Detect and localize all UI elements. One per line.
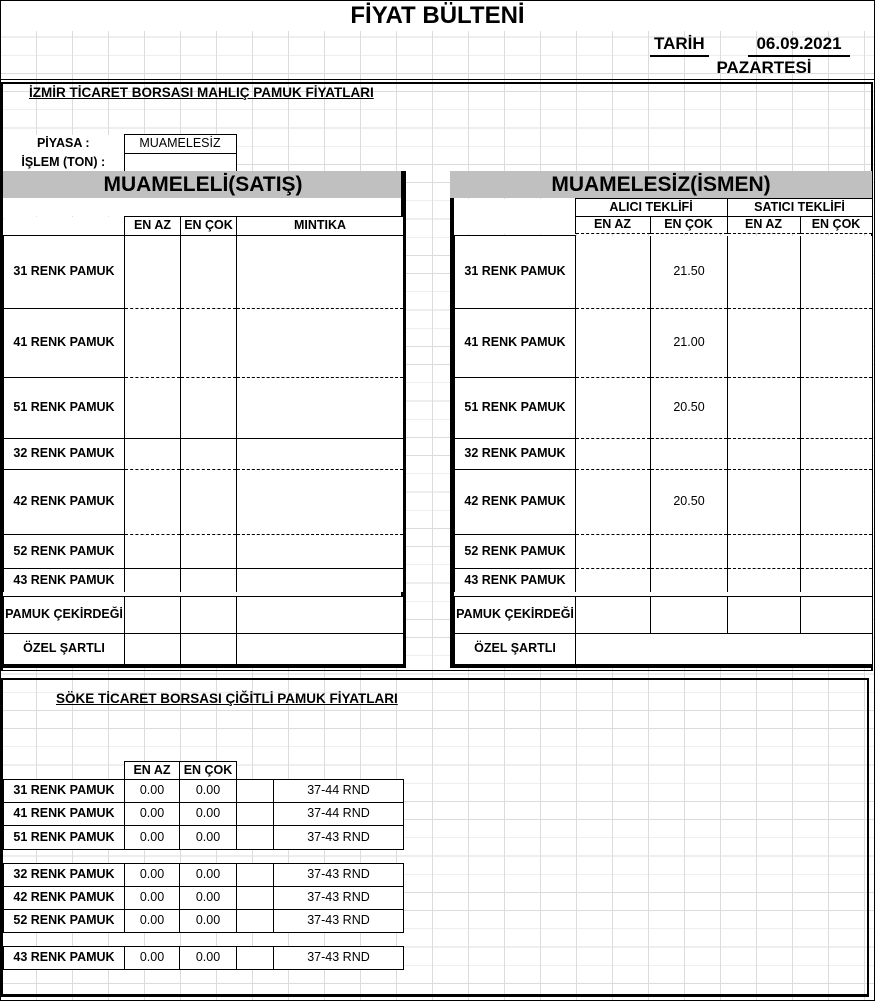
cell-satici-en-az — [728, 309, 801, 378]
table-row — [4, 887, 404, 910]
cell-mintika — [237, 236, 404, 309]
cell-en-cok: 0.00 — [180, 947, 237, 970]
col-header-alici-en-cok: EN ÇOK — [650, 217, 727, 234]
table-row — [4, 780, 404, 803]
cell-en-cok: 0.00 — [180, 864, 237, 887]
table-row — [455, 378, 873, 439]
table-row — [4, 535, 404, 569]
cell-satici-en-cok — [801, 439, 873, 470]
cell-satici-en-az — [728, 535, 801, 569]
col-header-mintika: MINTIKA — [237, 217, 404, 236]
row-label: 41 RENK PAMUK — [4, 309, 125, 378]
cell-en-az — [125, 236, 181, 309]
table-row — [4, 470, 404, 535]
day-value: PAZARTESİ — [716, 58, 812, 77]
row-label: 42 RENK PAMUK — [4, 887, 125, 910]
cell-satici-en-az — [728, 470, 801, 535]
cell-alici-en-az — [576, 597, 651, 634]
soke-header-table — [124, 761, 237, 780]
table-row — [455, 597, 873, 634]
soke-group3-table — [3, 946, 404, 970]
table-row — [4, 910, 404, 933]
row-label: ÖZEL ŞARTLI — [4, 634, 125, 665]
cell-en-cok — [181, 597, 237, 634]
cell-en-az: 0.00 — [125, 910, 180, 933]
cell-en-az: 0.00 — [125, 947, 180, 970]
table-row — [455, 535, 873, 569]
cell-en-cok — [181, 378, 237, 439]
table-row — [454, 217, 872, 234]
row-label: 42 RENK PAMUK — [4, 470, 125, 535]
col-header-satici-en-cok: EN ÇOK — [800, 217, 872, 234]
date-label: TARİH — [650, 34, 709, 57]
cell-alici-en-az — [576, 309, 651, 378]
cell-alici-en-az — [576, 236, 651, 309]
table-row — [455, 569, 873, 593]
row-label: 32 RENK PAMUK — [4, 439, 125, 470]
cell-alici-en-cok: 20.50 — [651, 470, 728, 535]
cell-satici-en-az — [728, 236, 801, 309]
muamelesiz-extra-table — [454, 596, 873, 665]
left-table-spacer — [3, 198, 401, 216]
table-row — [4, 597, 404, 634]
row-label: 42 RENK PAMUK — [455, 470, 576, 535]
cell-alici-en-cok — [651, 597, 728, 634]
satici-teklifi-header: SATICI TEKLİFİ — [727, 199, 872, 217]
cell-alici-en-cok: 21.50 — [651, 236, 728, 309]
cell-en-cok: 0.00 — [180, 910, 237, 933]
row-label: PAMUK ÇEKİRDEĞİ — [455, 597, 576, 634]
muamelesiz-table — [454, 235, 873, 593]
cell-rnd: 37-44 RND — [274, 803, 404, 826]
table-row — [455, 634, 873, 665]
cell-alici-en-cok: 21.00 — [651, 309, 728, 378]
cell-gap — [237, 826, 274, 850]
table-row — [455, 470, 873, 535]
row-label: 51 RENK PAMUK — [4, 826, 125, 850]
cell-mintika — [237, 634, 404, 665]
table-row — [454, 199, 872, 217]
row-label: 51 RENK PAMUK — [4, 378, 125, 439]
cell-gap — [237, 803, 274, 826]
table-row — [4, 236, 404, 309]
cell-alici-en-cok — [651, 569, 728, 593]
cell-satici-en-cok — [801, 569, 873, 593]
cell-rnd: 37-43 RND — [274, 910, 404, 933]
cell-ozel-sartli-merged — [576, 634, 873, 665]
cell-satici-en-cok — [801, 309, 873, 378]
cell-alici-en-cok — [651, 439, 728, 470]
soke-group2-table — [3, 863, 404, 933]
col-header-en-az: EN AZ — [125, 762, 180, 780]
cell-en-az — [125, 309, 181, 378]
table-row — [3, 135, 236, 154]
page-title: FİYAT BÜLTENİ — [1, 1, 874, 31]
cell-alici-en-az — [576, 470, 651, 535]
col-header-en-cok: EN ÇOK — [180, 762, 237, 780]
row-label: 52 RENK PAMUK — [4, 910, 125, 933]
cell-satici-en-cok — [801, 378, 873, 439]
cell-en-cok: 0.00 — [180, 803, 237, 826]
cell-en-az: 0.00 — [125, 864, 180, 887]
row-label: ÖZEL ŞARTLI — [455, 634, 576, 665]
row-label: 31 RENK PAMUK — [455, 236, 576, 309]
izmir-section-title: İZMİR TİCARET BORSASI MAHLIÇ PAMUK FİYATLARI — [29, 85, 374, 100]
table-row — [125, 762, 237, 780]
row-label: PAMUK ÇEKİRDEĞİ — [4, 597, 125, 634]
soke-section-title: SÖKE TİCARET BORSASI ÇİĞİTLİ PAMUK FİYATLARI — [56, 691, 398, 706]
row-label: 32 RENK PAMUK — [455, 439, 576, 470]
cell-en-cok — [181, 309, 237, 378]
cell-en-cok — [181, 535, 237, 569]
cell-alici-en-az — [576, 378, 651, 439]
row-label: 51 RENK PAMUK — [455, 378, 576, 439]
cell-mintika — [237, 309, 404, 378]
cell-en-az: 0.00 — [125, 780, 180, 803]
row-label: 43 RENK PAMUK — [4, 947, 125, 970]
cell-gap — [237, 780, 274, 803]
cell-en-cok — [181, 470, 237, 535]
cell-en-az — [125, 634, 181, 665]
table-row — [455, 309, 873, 378]
cell-satici-en-cok — [801, 597, 873, 634]
table-row — [455, 236, 873, 309]
alici-teklifi-header: ALICI TEKLİFİ — [575, 199, 727, 217]
col-header-alici-en-az: EN AZ — [575, 217, 650, 234]
table-row — [455, 439, 873, 470]
table-row — [4, 803, 404, 826]
table-row — [4, 864, 404, 887]
cell-en-az — [125, 470, 181, 535]
cell-satici-en-az — [728, 597, 801, 634]
muamelesiz-header-table — [454, 198, 873, 234]
piyasa-islem-table — [3, 134, 237, 172]
cell-en-cok — [181, 569, 237, 593]
cell-mintika — [237, 470, 404, 535]
cell-en-az — [125, 439, 181, 470]
muameleli-extra-table — [3, 596, 404, 665]
cell-satici-en-cok — [801, 470, 873, 535]
right-table-title: MUAMELESİZ(İSMEN) — [450, 171, 872, 198]
cell-alici-en-cok — [651, 535, 728, 569]
row-label: 32 RENK PAMUK — [4, 864, 125, 887]
cell-satici-en-az — [728, 569, 801, 593]
cell-alici-en-az — [576, 569, 651, 593]
cell-gap — [237, 887, 274, 910]
cell-en-az — [125, 597, 181, 634]
cell-mintika — [237, 535, 404, 569]
cell-satici-en-az — [728, 439, 801, 470]
table-row — [4, 378, 404, 439]
cell-en-az — [125, 569, 181, 593]
table-row — [4, 947, 404, 970]
cell-rnd: 37-43 RND — [274, 947, 404, 970]
left-table-title: MUAMELELİ(SATIŞ) — [3, 171, 403, 198]
cell-en-az — [125, 535, 181, 569]
table-row — [4, 439, 404, 470]
islem-value — [124, 154, 236, 172]
cell-en-cok: 0.00 — [180, 826, 237, 850]
cell-mintika — [237, 378, 404, 439]
cell-mintika — [237, 569, 404, 593]
col-header-en-cok: EN ÇOK — [181, 217, 237, 236]
table-row — [4, 826, 404, 850]
cell-mintika — [237, 439, 404, 470]
cell-en-cok — [181, 634, 237, 665]
table-row — [4, 634, 404, 665]
cell-en-cok: 0.00 — [180, 780, 237, 803]
cell-en-az: 0.00 — [125, 887, 180, 910]
cell-satici-en-az — [728, 378, 801, 439]
islem-label: İŞLEM (TON) : — [3, 154, 124, 172]
date-value: 06.09.2021 — [748, 34, 850, 57]
row-label: 41 RENK PAMUK — [455, 309, 576, 378]
cell-en-cok: 0.00 — [180, 887, 237, 910]
table-row — [4, 569, 404, 593]
row-label: 43 RENK PAMUK — [4, 569, 125, 593]
table-row — [3, 154, 236, 172]
cell-satici-en-cok — [801, 236, 873, 309]
cell-en-cok — [181, 439, 237, 470]
cell-en-az: 0.00 — [125, 803, 180, 826]
muameleli-table — [3, 216, 404, 593]
soke-group1-table — [3, 779, 404, 850]
col-header-en-az: EN AZ — [125, 217, 181, 236]
cell-en-az: 0.00 — [125, 826, 180, 850]
cell-gap — [237, 947, 274, 970]
cell-rnd: 37-44 RND — [274, 780, 404, 803]
piyasa-label: PİYASA : — [3, 135, 124, 154]
cell-rnd: 37-43 RND — [274, 864, 404, 887]
cell-alici-en-cok: 20.50 — [651, 378, 728, 439]
piyasa-value: MUAMELESİZ — [124, 135, 236, 154]
table-row — [4, 217, 404, 236]
col-header-satici-en-az: EN AZ — [727, 217, 800, 234]
cell-mintika — [237, 597, 404, 634]
row-label: 43 RENK PAMUK — [455, 569, 576, 593]
cell-en-cok — [181, 236, 237, 309]
row-label: 41 RENK PAMUK — [4, 803, 125, 826]
row-label: 52 RENK PAMUK — [455, 535, 576, 569]
table-row — [4, 309, 404, 378]
cell-en-az — [125, 378, 181, 439]
cell-satici-en-cok — [801, 535, 873, 569]
top-double-rule — [1, 79, 874, 80]
row-label: 31 RENK PAMUK — [4, 236, 125, 309]
cell-gap — [237, 910, 274, 933]
row-label: 52 RENK PAMUK — [4, 535, 125, 569]
cell-gap — [237, 864, 274, 887]
cell-rnd: 37-43 RND — [274, 887, 404, 910]
cell-rnd: 37-43 RND — [274, 826, 404, 850]
cell-alici-en-az — [576, 439, 651, 470]
cell-alici-en-az — [576, 535, 651, 569]
row-label: 31 RENK PAMUK — [4, 780, 125, 803]
